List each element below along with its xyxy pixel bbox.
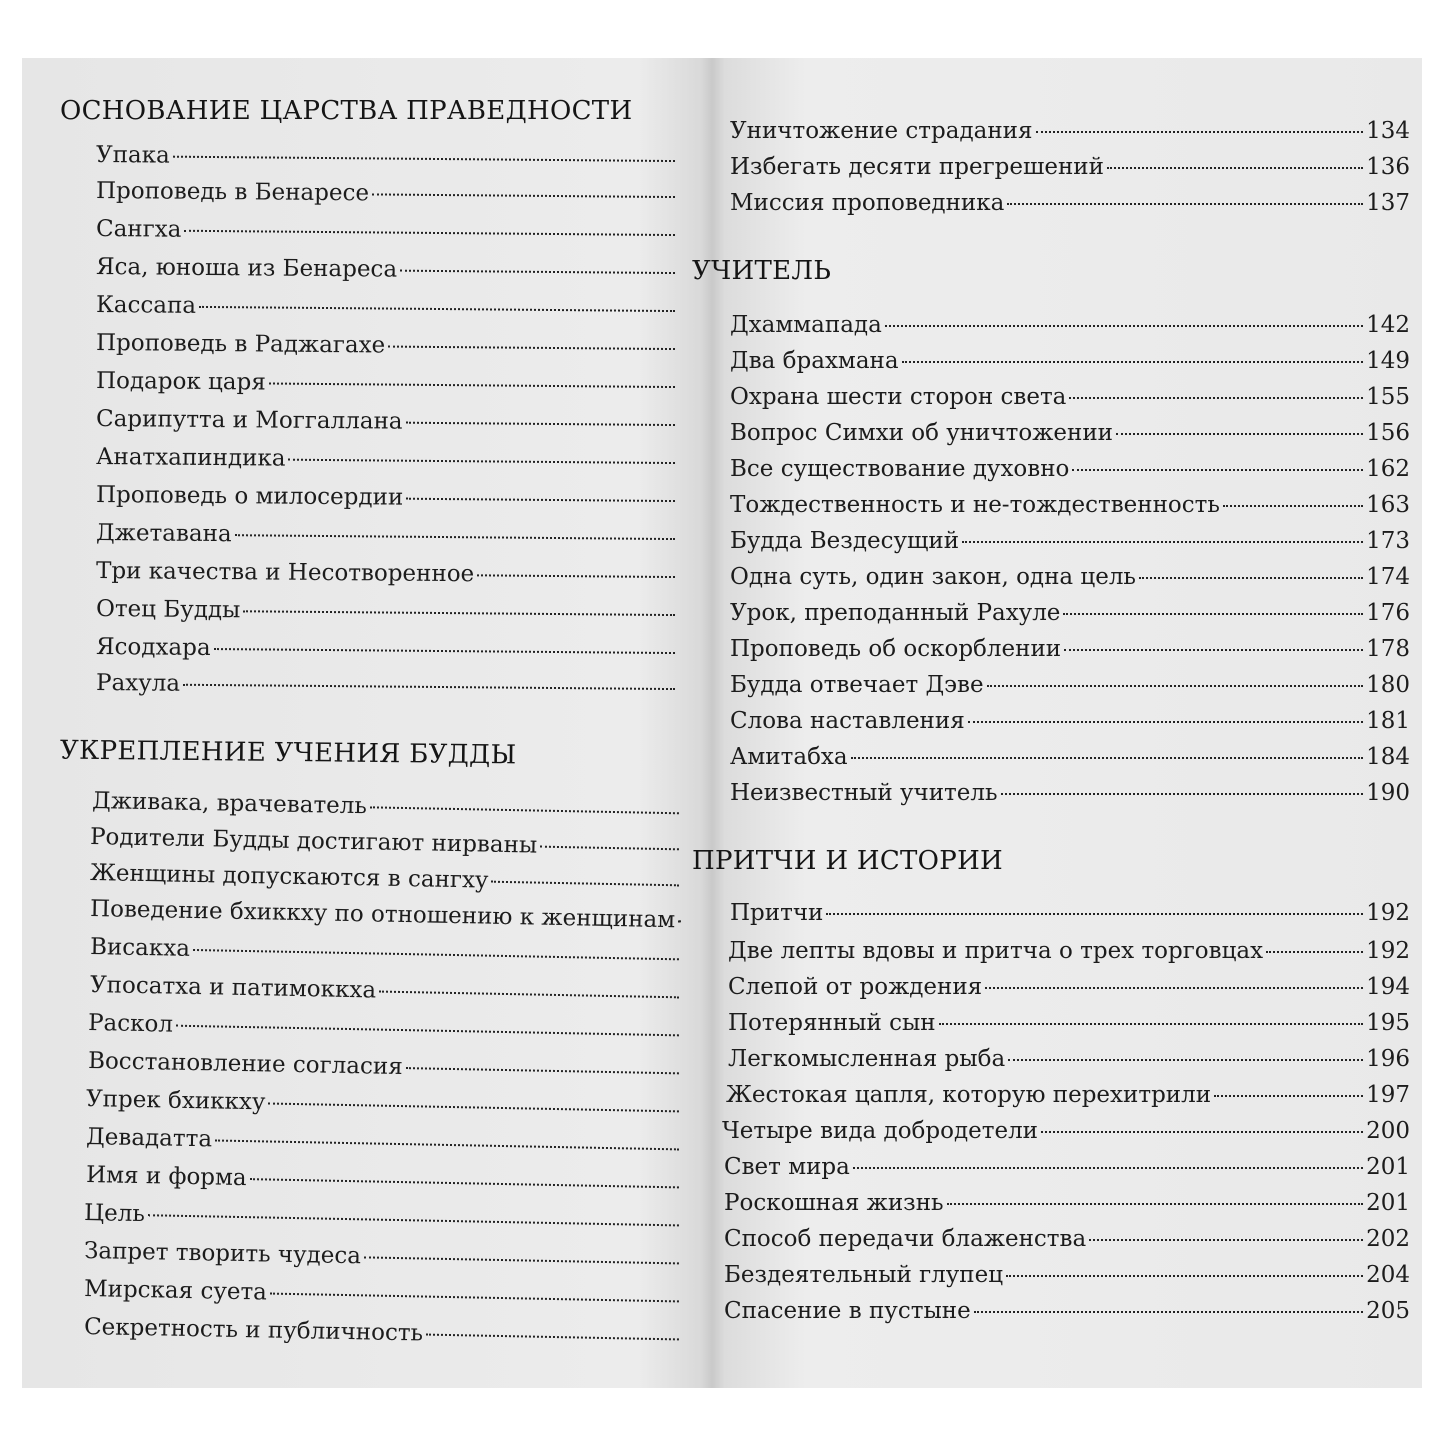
entry-title: Все существование духовно (730, 456, 1070, 482)
entry-title: Упосатха и патимоккха (89, 972, 377, 1004)
entry-title: Родители Будды достигают нирваны (89, 824, 538, 859)
page-number: 196 (1366, 1046, 1410, 1072)
leader-dots (176, 1024, 679, 1037)
toc-entry[interactable] (96, 254, 678, 293)
entry-title: Раскол (87, 1010, 174, 1038)
leader-dots (406, 1066, 679, 1074)
entry-title: Поведение бхиккху по отношению к женщинам (89, 896, 676, 934)
entry-title: Яса, юноша из Бенареса (95, 254, 398, 283)
entry-title: Будда отвечает Дэве (730, 672, 984, 698)
entry-title: Запрет творить чудеса (83, 1238, 362, 1270)
toc-entry[interactable] (90, 972, 683, 1017)
entry-title: Женщины допускаются в сангху (89, 860, 489, 894)
leader-dots (199, 305, 675, 312)
leader-dots (851, 756, 1363, 759)
entry-title: Тождественность и не-тождественность (730, 492, 1220, 518)
entry-title: Ясодхара (95, 634, 211, 661)
entry-title: Дхаммапада (730, 312, 882, 338)
leader-dots (1116, 432, 1363, 435)
toc-entry[interactable] (96, 444, 678, 483)
page-number: 202 (1366, 1226, 1410, 1252)
page-number: 173 (1366, 528, 1410, 554)
entry-title: Сангха (95, 216, 182, 243)
leader-dots (962, 540, 1363, 543)
leader-dots (406, 497, 675, 502)
entry-title: Способ передачи блаженства (724, 1226, 1087, 1252)
right-page (690, 58, 1420, 1388)
toc-entry[interactable] (90, 934, 683, 979)
entry-title: Будда Вездесущий (730, 528, 960, 554)
toc-entry[interactable] (730, 420, 1410, 454)
toc-entry[interactable] (96, 634, 678, 673)
toc-entry[interactable] (730, 600, 1410, 634)
entry-title: Спасение в пустыне (724, 1298, 971, 1324)
toc-entry[interactable] (724, 1262, 1410, 1296)
toc-entry[interactable] (730, 900, 1410, 934)
leader-dots (214, 647, 675, 654)
entry-title: Избегать десяти прегрешений (730, 154, 1104, 180)
leader-dots (1001, 792, 1364, 795)
toc-entry[interactable] (730, 118, 1410, 152)
toc-entry[interactable] (730, 456, 1410, 490)
toc-entry[interactable] (730, 672, 1410, 706)
entry-title: Висакха (89, 934, 191, 962)
entry-title: Слова наставления (730, 708, 965, 734)
leader-dots (379, 990, 679, 999)
entry-title: Проповедь в Бенаресе (95, 178, 370, 207)
leader-dots (426, 1333, 679, 1341)
leader-dots (1006, 1274, 1363, 1277)
leader-dots (388, 345, 675, 351)
entry-title: Слепой от рождения (728, 974, 983, 1000)
leader-dots (148, 1213, 679, 1226)
entry-title: Имя и форма (85, 1162, 247, 1192)
leader-dots (1107, 166, 1363, 169)
page-number: 190 (1366, 780, 1410, 806)
entry-title: Проповедь об оскорблении (730, 636, 1062, 662)
toc-entry[interactable] (730, 780, 1410, 814)
toc-entry[interactable] (96, 292, 678, 331)
page-number: 194 (1366, 974, 1410, 1000)
leader-dots (372, 192, 675, 198)
page-number: 201 (1366, 1154, 1410, 1180)
entry-title: Подарок царя (95, 368, 266, 396)
entry-title: Три качества и Несотворенное (95, 558, 475, 588)
toc-entry[interactable] (84, 1314, 683, 1359)
toc-entry[interactable] (730, 492, 1410, 526)
leader-dots (1072, 468, 1363, 471)
left-page (52, 58, 692, 1388)
entry-title: Упака (95, 142, 170, 169)
leader-dots (678, 919, 679, 922)
toc-entry[interactable] (96, 330, 678, 369)
page-number: 176 (1366, 600, 1410, 626)
toc-entry[interactable] (96, 596, 678, 635)
leader-dots (939, 1022, 1363, 1025)
section-title: УКРЕПЛЕНИЕ УЧЕНИЯ БУДДЫ (59, 735, 517, 771)
page-number: 156 (1366, 420, 1410, 446)
toc-entry[interactable] (724, 1226, 1410, 1260)
toc-entry[interactable] (730, 154, 1410, 188)
leader-dots (1063, 612, 1363, 615)
toc-entry[interactable] (730, 708, 1410, 742)
page-number: 181 (1366, 708, 1410, 734)
page-number: 149 (1366, 348, 1410, 374)
toc-entry[interactable] (96, 368, 678, 407)
toc-entry[interactable] (84, 1276, 683, 1321)
entry-title: Четыре вида добродетели (722, 1118, 1039, 1144)
entry-title: Девадатта (85, 1124, 213, 1153)
leader-dots (902, 360, 1364, 363)
leader-dots (269, 382, 675, 389)
toc-entry[interactable] (730, 384, 1410, 418)
leader-dots (270, 1292, 679, 1303)
page-number: 200 (1366, 1118, 1410, 1144)
entry-title: Мирская суета (83, 1276, 268, 1306)
leader-dots (1223, 504, 1363, 507)
entry-title: Миссия проповедника (730, 190, 1005, 216)
entry-title: Дживака, врачеватель (91, 788, 368, 820)
leader-dots (1089, 1238, 1363, 1241)
entry-title: Проповедь в Раджагахе (95, 330, 386, 359)
leader-dots (1266, 950, 1363, 953)
page-number: 192 (1366, 938, 1410, 964)
leader-dots (250, 1177, 679, 1188)
section-title: ПРИТЧИ И ИСТОРИИ (692, 846, 1004, 876)
page-number: 192 (1366, 900, 1410, 926)
leader-dots (826, 912, 1363, 915)
page-number: 205 (1366, 1298, 1410, 1324)
page-number: 136 (1366, 154, 1410, 180)
page-number: 204 (1366, 1262, 1410, 1288)
leader-dots (1036, 130, 1364, 133)
leader-dots (364, 1255, 679, 1264)
leader-dots (400, 269, 675, 274)
toc-entry[interactable] (728, 1046, 1410, 1080)
toc-entry[interactable] (730, 528, 1410, 562)
page-number: 195 (1366, 1010, 1410, 1036)
entry-title: Проповедь о милосердии (95, 482, 404, 511)
toc-entry[interactable] (86, 1124, 683, 1169)
page-number: 178 (1366, 636, 1410, 662)
toc-entry[interactable] (96, 670, 678, 709)
toc-entry[interactable] (96, 178, 678, 217)
toc-entry[interactable] (84, 1200, 683, 1245)
entry-title: Сарипутта и Моггаллана (95, 406, 403, 435)
leader-dots (968, 720, 1363, 723)
page-number: 201 (1366, 1190, 1410, 1216)
page-number: 197 (1366, 1082, 1410, 1108)
entry-title: Упрек бхиккху (85, 1086, 266, 1116)
leader-dots (1069, 396, 1363, 399)
entry-title: Восстановление согласия (87, 1048, 403, 1081)
toc-entry[interactable] (96, 142, 678, 181)
toc-entry[interactable] (730, 190, 1410, 224)
leader-dots (491, 880, 679, 887)
entry-title: Притчи (730, 900, 824, 926)
leader-dots (1007, 202, 1363, 205)
leader-dots (183, 683, 675, 690)
section-title: УЧИТЕЛЬ (692, 256, 832, 286)
entry-title: Охрана шести сторон света (730, 384, 1067, 410)
leader-dots (1008, 1058, 1363, 1061)
page-number: 137 (1366, 190, 1410, 216)
entry-title: Урок, преподанный Рахуле (730, 600, 1061, 626)
entry-title: Неизвестный учитель (730, 780, 998, 806)
section-title: ОСНОВАНИЕ ЦАРСТВА ПРАВЕДНОСТИ (60, 96, 633, 126)
toc-entry[interactable] (724, 1298, 1410, 1332)
leader-dots (885, 324, 1363, 327)
toc-entry[interactable] (96, 558, 678, 597)
leader-dots (1064, 648, 1363, 651)
toc-entry[interactable] (96, 406, 678, 445)
entry-title: Джетавана (95, 520, 232, 548)
toc-entry[interactable] (96, 482, 678, 521)
leader-dots (235, 533, 675, 540)
entry-title: Одна суть, один закон, одна цель (730, 564, 1136, 590)
entry-title: Цель (83, 1200, 146, 1228)
toc-entry[interactable] (722, 1118, 1410, 1152)
entry-title: Вопрос Симхи об уничтожении (730, 420, 1114, 446)
page-number: 142 (1366, 312, 1410, 338)
page-number: 155 (1366, 384, 1410, 410)
entry-title: Секретность и публичность (83, 1314, 424, 1347)
entry-title: Уничтожение страдания (730, 118, 1033, 144)
entry-title: Амитабха (730, 744, 848, 770)
entry-title: Потерянный сын (728, 1010, 936, 1036)
entry-title: Два брахмана (730, 348, 899, 374)
entry-title: Рахула (95, 670, 181, 697)
toc-entry[interactable] (724, 1154, 1410, 1188)
leader-dots (974, 1310, 1363, 1313)
leader-dots (173, 155, 675, 162)
entry-title: Свет мира (724, 1154, 850, 1180)
entry-title: Легкомысленная рыба (728, 1046, 1006, 1072)
toc-entry[interactable] (96, 520, 678, 559)
toc-entry[interactable] (88, 1010, 683, 1055)
leader-dots (1041, 1130, 1363, 1133)
toc-entry[interactable] (96, 216, 678, 255)
leader-dots (540, 845, 679, 851)
leader-dots (985, 986, 1363, 989)
leader-dots (987, 684, 1363, 687)
leader-dots (853, 1166, 1363, 1169)
leader-dots (243, 609, 675, 616)
toc-entry[interactable] (728, 938, 1410, 972)
leader-dots (193, 948, 679, 960)
book-spread (22, 58, 1422, 1388)
leader-dots (406, 421, 675, 426)
leader-dots (1139, 576, 1363, 579)
page-number: 162 (1366, 456, 1410, 482)
toc-entry[interactable] (724, 1190, 1410, 1224)
entry-title: Анатхапиндика (95, 444, 286, 472)
entry-title: Жестокая цапля, которую перехитрили (726, 1082, 1212, 1108)
toc-entry[interactable] (728, 1010, 1410, 1044)
toc-entry[interactable] (730, 636, 1410, 670)
entry-title: Роскошная жизнь (724, 1190, 944, 1216)
page-number: 163 (1366, 492, 1410, 518)
toc-entry[interactable] (84, 1238, 683, 1283)
toc-entry[interactable] (728, 974, 1410, 1008)
toc-entry[interactable] (730, 348, 1410, 382)
entry-title: Отец Будды (95, 596, 241, 624)
page-number: 180 (1366, 672, 1410, 698)
entry-title: Бездеятельный глупец (724, 1262, 1004, 1288)
toc-entry[interactable] (86, 1086, 683, 1131)
page-number: 134 (1366, 118, 1410, 144)
toc-entry[interactable] (88, 1048, 683, 1093)
leader-dots (184, 229, 675, 236)
leader-dots (288, 458, 675, 464)
leader-dots (947, 1202, 1364, 1205)
toc-entry[interactable] (726, 1082, 1410, 1116)
toc-entry[interactable] (86, 1162, 683, 1207)
toc-entry[interactable] (730, 744, 1410, 778)
entry-title: Две лепты вдовы и притча о трех торговцах (728, 938, 1264, 964)
leader-dots (268, 1102, 679, 1113)
page-number: 174 (1366, 564, 1410, 590)
leader-dots (1214, 1094, 1363, 1097)
toc-entry[interactable] (730, 564, 1410, 598)
leader-dots (477, 573, 675, 578)
leader-dots (370, 805, 679, 814)
entry-title: Кассапа (95, 292, 197, 319)
page-number: 184 (1366, 744, 1410, 770)
leader-dots (215, 1138, 679, 1150)
toc-entry[interactable] (730, 312, 1410, 346)
